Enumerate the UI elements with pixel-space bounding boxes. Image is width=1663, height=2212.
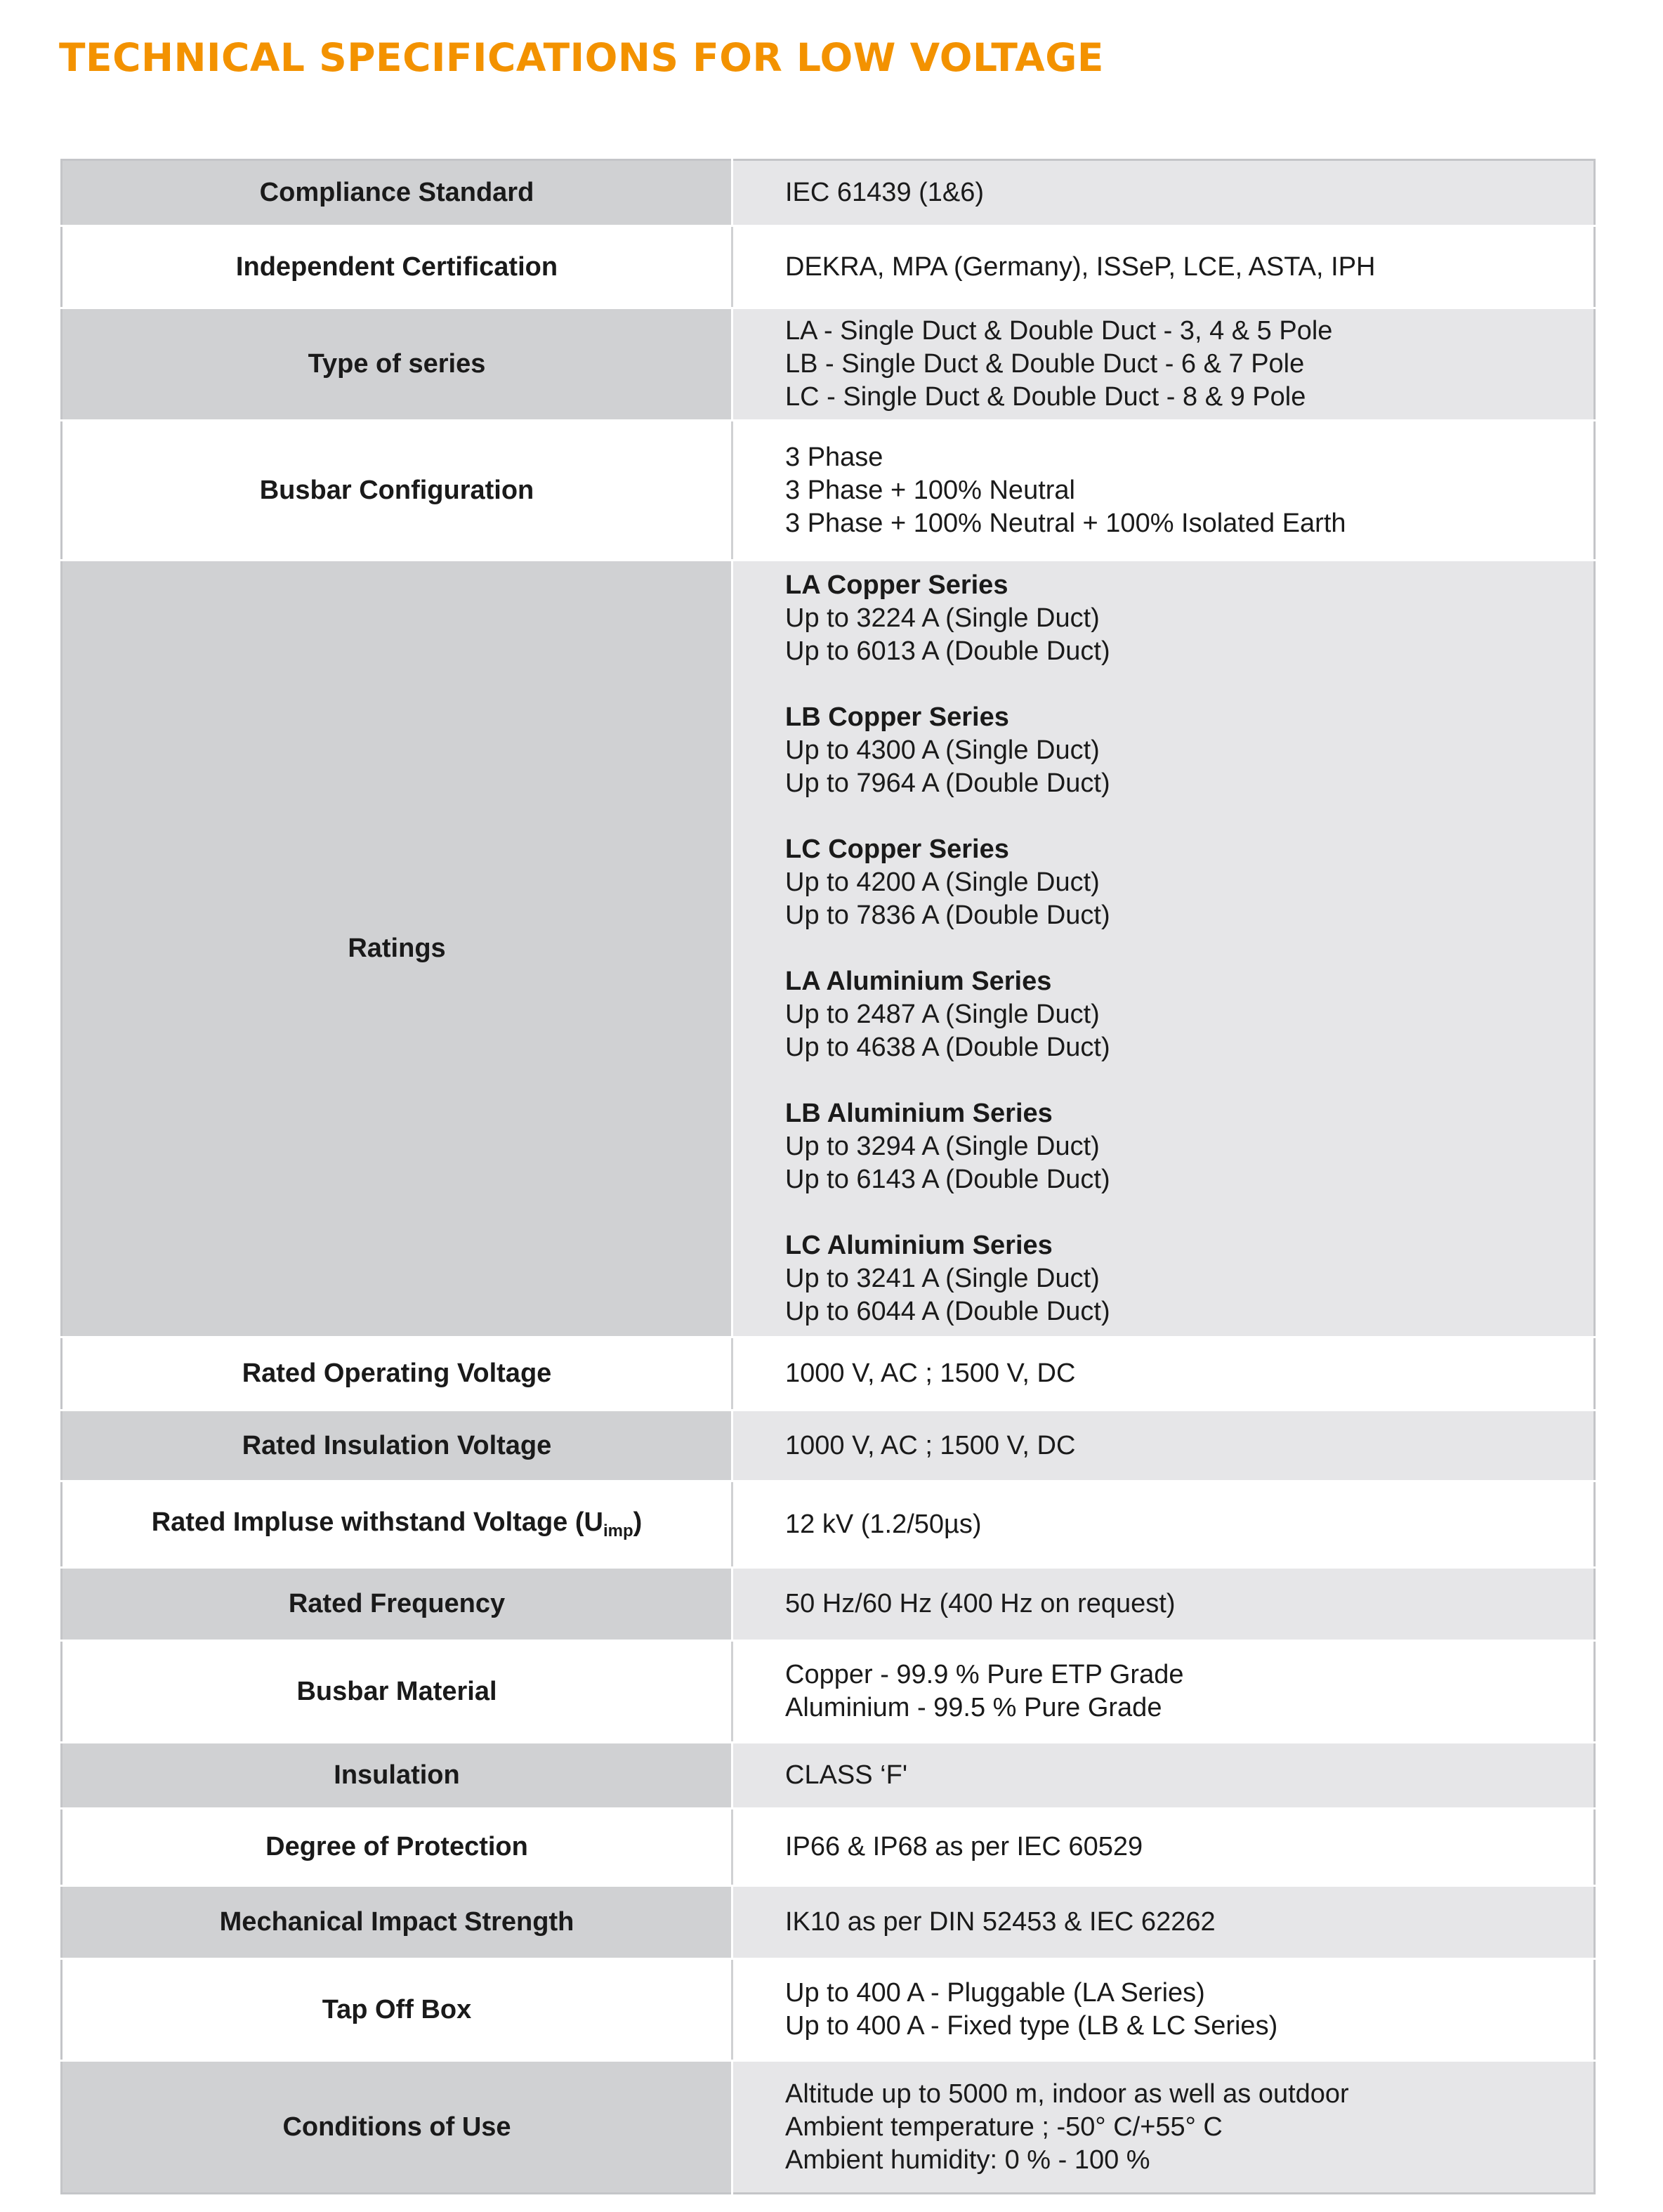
value-line: Up to 400 A - Fixed type (LB & LC Series) [785, 2011, 1278, 2041]
spec-value [732, 1481, 1595, 1568]
value-line: Up to 3224 A (Single Duct) [785, 603, 1100, 633]
rating-group-heading: LA Aluminium Series [785, 967, 1052, 996]
spec-value [732, 2061, 1595, 2194]
value-line: CLASS ‘F' [785, 1760, 908, 1790]
value-line: 3 Phase + 100% Neutral [785, 475, 1075, 505]
value-line: Up to 4638 A (Double Duct) [785, 1033, 1110, 1062]
spec-table [60, 159, 1596, 2194]
spec-label: Busbar Material [62, 1641, 732, 1743]
rating-group-heading: LB Copper Series [785, 702, 1009, 732]
spec-label: Conditions of Use [62, 2061, 732, 2194]
value-line: Up to 3294 A (Single Duct) [785, 1132, 1100, 1161]
value-line: LC - Single Duct & Double Duct - 8 & 9 Pole [785, 382, 1306, 412]
value-line: 50 Hz/60 Hz (400 Hz on request) [785, 1589, 1176, 1618]
spec-label: Rated Insulation Voltage [62, 1411, 732, 1481]
value-line: 1000 V, AC ; 1500 V, DC [785, 1430, 1076, 1460]
spec-value [732, 1337, 1595, 1411]
spec-label: Degree of Protection [62, 1809, 732, 1886]
spec-value [732, 561, 1595, 1337]
table-row [62, 1959, 1595, 2061]
table-row [62, 2061, 1595, 2194]
spec-label-subscript: imp [603, 1521, 633, 1540]
page-title: TECHNICAL SPECIFICATIONS FOR LOW VOLTAGE [59, 35, 1104, 80]
table-row [62, 308, 1595, 421]
spec-value [732, 1743, 1595, 1809]
spec-label: Type of series [62, 308, 732, 421]
value-line: Copper - 99.9 % Pure ETP Grade [785, 1660, 1184, 1689]
spec-value [732, 1641, 1595, 1743]
table-row [62, 561, 1595, 1337]
spec-value [732, 1886, 1595, 1959]
value-line: IK10 as per DIN 52453 & IEC 62262 [785, 1907, 1216, 1937]
spec-label: Mechanical Impact Strength [62, 1886, 732, 1959]
table-row [62, 160, 1595, 226]
value-line: Up to 6044 A (Double Duct) [785, 1297, 1110, 1326]
spec-label: Busbar Configuration [62, 421, 732, 561]
value-line: 12 kV (1.2/50µs) [785, 1509, 982, 1539]
spec-label: Rated Frequency [62, 1568, 732, 1641]
table-row [62, 421, 1595, 561]
value-line: Up to 7836 A (Double Duct) [785, 901, 1110, 930]
spec-label [62, 1481, 732, 1568]
spec-label: Ratings [62, 561, 732, 1337]
value-line: DEKRA, MPA (Germany), ISSeP, LCE, ASTA, IPH [785, 251, 1376, 282]
table-row [62, 226, 1595, 308]
value-line: 3 Phase + 100% Neutral + 100% Isolated Earth [785, 508, 1346, 538]
value-line: Up to 6013 A (Double Duct) [785, 636, 1110, 666]
spec-label-close: ) [633, 1507, 643, 1537]
value-line: Up to 400 A - Pluggable (LA Series) [785, 1978, 1205, 2008]
value-line: LB - Single Duct & Double Duct - 6 & 7 Pole [785, 349, 1305, 379]
table-row [62, 1743, 1595, 1809]
value-line: 3 Phase [785, 442, 883, 472]
value-line: Up to 6143 A (Double Duct) [785, 1165, 1110, 1194]
spacer [785, 932, 1593, 965]
spacer [785, 668, 1593, 701]
spacer [785, 1196, 1593, 1229]
table-row [62, 1641, 1595, 1743]
value-line: Altitude up to 5000 m, indoor as well as outdoor [785, 2079, 1349, 2109]
spec-label: Tap Off Box [62, 1959, 732, 2061]
rating-group-heading: LC Aluminium Series [785, 1231, 1053, 1260]
spec-label: Compliance Standard [62, 160, 732, 226]
spec-value [732, 1809, 1595, 1886]
spec-label-text: Rated Impluse withstand Voltage (U [151, 1507, 603, 1537]
value-line: Up to 7964 A (Double Duct) [785, 768, 1110, 798]
rating-group-heading: LA Copper Series [785, 570, 1008, 600]
value-line: IEC 61439 (1&6) [785, 178, 985, 207]
table-row [62, 1568, 1595, 1641]
spec-label: Rated Operating Voltage [62, 1337, 732, 1411]
table-row [62, 1411, 1595, 1481]
spec-value [732, 1959, 1595, 2061]
value-line: Ambient humidity: 0 % - 100 % [785, 2145, 1150, 2175]
value-line: Up to 2487 A (Single Duct) [785, 1000, 1100, 1029]
spec-value [732, 308, 1595, 421]
table-row [62, 1481, 1595, 1568]
rating-group-heading: LC Copper Series [785, 835, 1009, 864]
value-line: IP66 & IP68 as per IEC 60529 [785, 1832, 1143, 1861]
spec-value [732, 1568, 1595, 1641]
spec-value [732, 226, 1595, 308]
value-line: Ambient temperature ; -50° C/+55° C [785, 2112, 1223, 2142]
spec-value [732, 160, 1595, 226]
spec-value [732, 1411, 1595, 1481]
table-row [62, 1886, 1595, 1959]
spacer [785, 800, 1593, 833]
value-line: Aluminium - 99.5 % Pure Grade [785, 1693, 1162, 1722]
value-line: Up to 3241 A (Single Duct) [785, 1264, 1100, 1293]
table-row [62, 1809, 1595, 1886]
spec-value [732, 421, 1595, 561]
value-line: LA - Single Duct & Double Duct - 3, 4 & 5 Pole [785, 316, 1333, 346]
table-row [62, 1337, 1595, 1411]
value-line: Up to 4200 A (Single Duct) [785, 868, 1100, 897]
value-line: 1000 V, AC ; 1500 V, DC [785, 1359, 1076, 1388]
rating-group-heading: LB Aluminium Series [785, 1099, 1053, 1128]
spacer [785, 1064, 1593, 1097]
spec-label: Insulation [62, 1743, 732, 1809]
value-line: Up to 4300 A (Single Duct) [785, 735, 1100, 765]
spec-label: Independent Certification [62, 226, 732, 308]
